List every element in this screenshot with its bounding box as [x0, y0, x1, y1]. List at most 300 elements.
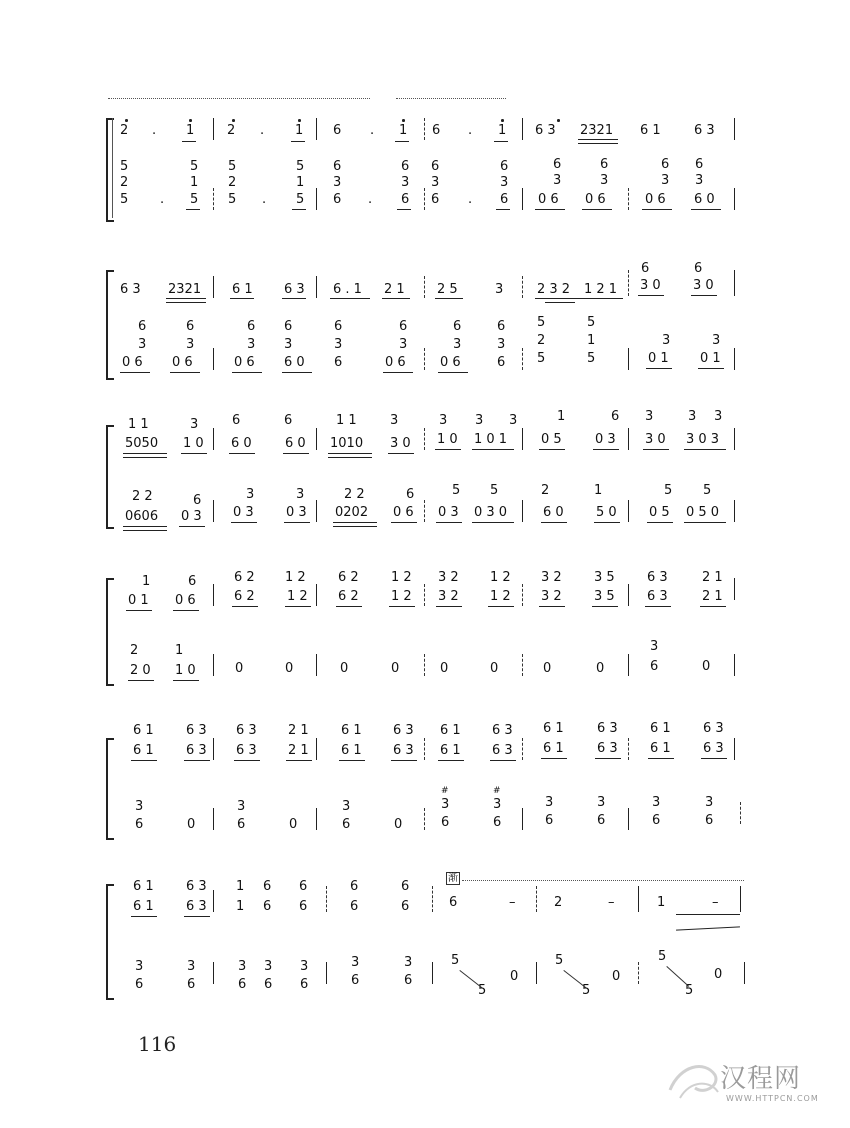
note: 3 — [497, 337, 506, 352]
note: 3 — [284, 337, 293, 352]
note: 6 3 — [703, 741, 724, 756]
note: 6 1 — [341, 723, 362, 738]
note: 6 0 — [231, 436, 252, 451]
note: 6 — [453, 319, 462, 334]
barline — [213, 654, 214, 676]
underline — [291, 141, 305, 142]
note: 3 — [334, 337, 343, 352]
underline — [181, 453, 207, 454]
note: 0606 — [125, 509, 159, 524]
underline — [283, 453, 309, 454]
note: 0 — [440, 661, 449, 676]
underline — [383, 372, 413, 373]
barline — [424, 808, 425, 830]
note: 6 — [186, 319, 195, 334]
barline — [628, 500, 629, 522]
note: 1 — [296, 175, 305, 190]
note: 0 6 — [122, 355, 143, 370]
system-brace — [106, 738, 114, 840]
note: 5 — [555, 953, 564, 968]
note: 1 — [594, 483, 603, 498]
note: 0 1 — [700, 351, 721, 366]
note: 0 — [714, 967, 723, 982]
note: 2 — [120, 175, 129, 190]
note: 5 0 — [596, 505, 617, 520]
underline — [494, 141, 508, 142]
note: 3 0 — [693, 278, 714, 293]
note: 3 2 — [541, 570, 562, 585]
note: 2 — [228, 175, 237, 190]
note: 3 — [138, 337, 147, 352]
underline — [684, 449, 726, 450]
underline — [645, 606, 671, 607]
barline — [316, 428, 317, 450]
note: 6 — [135, 817, 144, 832]
barline — [522, 808, 523, 830]
note: 6 0 — [543, 505, 564, 520]
note: . — [160, 192, 165, 207]
note: 1 2 — [391, 589, 412, 604]
barline — [213, 428, 214, 450]
note: 0 5 — [541, 432, 562, 447]
note: 2 1 — [288, 723, 309, 738]
underline — [691, 295, 717, 296]
note: 6 1 — [640, 123, 661, 138]
note: 3 — [186, 337, 195, 352]
note: 3 — [650, 639, 659, 654]
barline — [316, 584, 317, 606]
barline — [628, 428, 629, 450]
underline — [472, 522, 514, 523]
note: 0 6 — [234, 355, 255, 370]
note: 3 — [545, 795, 554, 810]
note: 6 3 — [647, 570, 668, 585]
note: 5 — [587, 351, 596, 366]
barline — [522, 276, 523, 298]
note: 0 1 — [648, 351, 669, 366]
note: 3 — [597, 795, 606, 810]
note: 3 — [495, 282, 504, 297]
note: 5 — [120, 159, 129, 174]
note: 3 — [401, 175, 410, 190]
page-number: 116 — [138, 1032, 177, 1056]
barline — [213, 962, 214, 984]
barline — [316, 500, 317, 522]
note: 6 1 — [543, 721, 564, 736]
underline — [336, 606, 362, 607]
note: 3 — [714, 409, 723, 424]
barline — [522, 348, 523, 370]
note: 6 — [500, 159, 509, 174]
note: 6 — [401, 899, 410, 914]
note: 6 — [493, 815, 502, 830]
note: 6 — [652, 813, 661, 828]
note: 6 1 — [133, 879, 154, 894]
underline — [438, 760, 464, 761]
underline — [535, 298, 623, 299]
note: 0 — [340, 661, 349, 676]
note: 3 — [237, 799, 246, 814]
note: 6 — [238, 977, 247, 992]
barline — [734, 348, 735, 370]
section-mark: 渐 — [448, 873, 458, 884]
note: 3 5 — [594, 589, 615, 604]
note: 5 — [490, 483, 499, 498]
underline — [286, 760, 312, 761]
underline — [184, 916, 210, 917]
note: 6 3 — [186, 879, 207, 894]
watermark-text: 汉程网 — [720, 1064, 802, 1094]
note: 6 — [694, 261, 703, 276]
note: 3 — [688, 409, 697, 424]
note: 2321 — [580, 123, 614, 138]
note: 3 — [247, 337, 256, 352]
underline — [126, 610, 152, 611]
underline — [328, 453, 372, 454]
note: 0 6 — [172, 355, 193, 370]
note: 3 — [475, 413, 484, 428]
barline — [213, 738, 214, 760]
note: 3 — [296, 487, 305, 502]
note: 6 — [641, 261, 650, 276]
note: 3 5 — [594, 570, 615, 585]
system-brace — [106, 425, 114, 529]
underline — [535, 209, 565, 210]
note: 1 — [557, 409, 566, 424]
dot — [189, 119, 192, 122]
note: 5 — [451, 953, 460, 968]
note: 6 — [705, 813, 714, 828]
note: 6 — [333, 159, 342, 174]
note: 5050 — [125, 436, 159, 451]
barline — [638, 886, 639, 912]
note: 6 — [232, 413, 241, 428]
note: 6 2 — [234, 570, 255, 585]
note: 6 — [406, 487, 415, 502]
underline — [382, 298, 410, 299]
note: 6 — [545, 813, 554, 828]
note: 6 1 — [543, 741, 564, 756]
note: 6 0 — [694, 192, 715, 207]
barline — [734, 578, 735, 600]
note: 6 — [188, 574, 197, 589]
note: 3 — [695, 173, 704, 188]
barline — [316, 118, 317, 140]
barline — [316, 654, 317, 676]
barline — [316, 808, 317, 830]
barline — [424, 584, 425, 606]
note: 3 — [441, 797, 450, 812]
note: 6 1 — [133, 899, 154, 914]
underline — [593, 449, 619, 450]
barline — [424, 738, 425, 760]
note: 3 — [652, 795, 661, 810]
note: – — [712, 895, 719, 910]
note: 3 — [600, 173, 609, 188]
note: 3 — [439, 413, 448, 428]
underline — [285, 606, 311, 607]
note: 2 2 — [344, 487, 365, 502]
underline — [391, 760, 417, 761]
barline — [522, 118, 523, 140]
note: 5 — [537, 315, 546, 330]
note: 0 — [394, 817, 403, 832]
note: 6 — [263, 899, 272, 914]
underline — [333, 526, 377, 527]
barline — [536, 962, 537, 984]
underline — [389, 606, 415, 607]
note: 1 — [190, 175, 199, 190]
underline — [230, 298, 254, 299]
dot — [232, 119, 235, 122]
note: 1 0 — [437, 432, 458, 447]
note: – — [608, 895, 615, 910]
watermark-url: WWW.HTTPCN.COM — [726, 1094, 819, 1103]
note: 0 3 — [595, 432, 616, 447]
note: 3 — [333, 175, 342, 190]
note: 1 — [236, 899, 245, 914]
underline — [388, 453, 414, 454]
underline — [698, 368, 724, 369]
glissando-line — [666, 966, 689, 987]
note: 6 3 — [703, 721, 724, 736]
underline — [173, 680, 199, 681]
note: 5 — [664, 483, 673, 498]
note: 1010 — [330, 436, 364, 451]
note: 2 — [537, 333, 546, 348]
underline — [123, 457, 167, 458]
underline — [545, 302, 575, 303]
barline — [432, 962, 433, 984]
note: 3 — [135, 959, 144, 974]
underline — [395, 141, 409, 142]
note: 5 — [478, 983, 487, 998]
underline — [234, 760, 260, 761]
note: 5 — [703, 483, 712, 498]
barline — [424, 654, 425, 676]
note: 6 — [431, 159, 440, 174]
note: 2 — [554, 895, 563, 910]
note: 6 3 — [597, 721, 618, 736]
note: 0 3 — [286, 505, 307, 520]
underline — [539, 606, 565, 607]
underline — [170, 372, 200, 373]
system-brace-inner — [112, 118, 113, 218]
note: 6 — [135, 977, 144, 992]
note: 2 0 — [130, 663, 151, 678]
glissando-line — [563, 970, 586, 988]
note: 3 — [404, 955, 413, 970]
note: 1 2 — [285, 570, 306, 585]
note: 3 — [190, 417, 199, 432]
note: 6 — [263, 879, 272, 894]
note: 6 1 — [440, 723, 461, 738]
barline — [424, 348, 425, 370]
note: 3 — [431, 175, 440, 190]
note: 5 — [228, 192, 237, 207]
note: 6 — [193, 493, 202, 508]
note: 3 — [500, 175, 509, 190]
note: 6 2 — [338, 589, 359, 604]
note: 6 — [600, 157, 609, 172]
barline — [213, 584, 214, 606]
underline — [592, 606, 618, 607]
note: 3 2 — [541, 589, 562, 604]
note: 0 — [490, 661, 499, 676]
note: 6 — [432, 123, 441, 138]
barline — [213, 890, 214, 912]
note: 1 — [657, 895, 666, 910]
note: 5 — [452, 483, 461, 498]
note: 1 0 1 — [474, 432, 508, 447]
underline — [131, 760, 157, 761]
barline — [522, 500, 523, 522]
note: 6 — [695, 157, 704, 172]
note: 1 2 — [490, 570, 511, 585]
underline — [391, 522, 417, 523]
underline — [231, 522, 257, 523]
note: 1 — [186, 123, 195, 138]
underline — [123, 530, 167, 531]
note: 3 — [246, 487, 255, 502]
note: 5 — [120, 192, 129, 207]
note: 6 3 — [186, 899, 207, 914]
note: . — [468, 192, 473, 207]
note: 1 1 — [336, 413, 357, 428]
note: 2 1 — [288, 743, 309, 758]
barline — [638, 962, 639, 984]
barline — [740, 802, 741, 824]
note: 1 — [399, 123, 408, 138]
barline — [628, 270, 629, 296]
note: 2 — [120, 123, 129, 138]
note: 0 6 — [440, 355, 461, 370]
note: 0 — [596, 661, 605, 676]
barline — [424, 276, 425, 298]
barline — [744, 962, 745, 984]
note: 1 — [295, 123, 304, 138]
note: 0 6 — [585, 192, 606, 207]
note: 6 — [449, 895, 458, 910]
barline — [734, 188, 735, 210]
note: 6 — [350, 899, 359, 914]
note: 6 — [441, 815, 450, 830]
note: 2 5 — [437, 282, 458, 297]
underline — [539, 449, 565, 450]
underline — [123, 453, 167, 454]
note: 2321 — [168, 282, 202, 297]
note: 6 — [299, 899, 308, 914]
underline — [328, 457, 372, 458]
note: 6 — [342, 817, 351, 832]
barline — [734, 118, 735, 140]
barline — [628, 348, 629, 370]
barline — [734, 428, 735, 450]
note: 3 — [553, 173, 562, 188]
note: 0 — [612, 969, 621, 984]
note: 6 3 — [393, 723, 414, 738]
underline — [578, 143, 618, 144]
note: 3 — [342, 799, 351, 814]
note: 0 — [235, 661, 244, 676]
note: 6 — [401, 159, 410, 174]
dot — [402, 119, 405, 122]
barline — [628, 654, 629, 676]
barline — [628, 738, 629, 760]
note: . — [260, 123, 265, 138]
underline — [701, 758, 727, 759]
barline — [213, 276, 214, 298]
note: 0 6 — [175, 593, 196, 608]
note: 1 2 — [391, 570, 412, 585]
underline — [472, 449, 514, 450]
note: 6 1 — [440, 743, 461, 758]
underline — [594, 522, 620, 523]
note: 3 0 3 — [686, 432, 720, 447]
note: 6 — [401, 192, 410, 207]
note: 3 — [300, 959, 309, 974]
note: 1 — [175, 643, 184, 658]
note: 0 3 — [233, 505, 254, 520]
barline — [628, 808, 629, 830]
note: 3 — [509, 413, 518, 428]
note: 3 0 — [390, 436, 411, 451]
note: 3 — [645, 409, 654, 424]
underline — [282, 372, 312, 373]
dot — [501, 119, 504, 122]
note: . — [152, 123, 157, 138]
note: 6 — [300, 977, 309, 992]
note: 0202 — [335, 505, 369, 520]
note: 2 — [541, 483, 550, 498]
note: 6 2 — [338, 570, 359, 585]
barline — [522, 188, 523, 210]
note: 3 — [135, 799, 144, 814]
note: 3 2 — [438, 570, 459, 585]
barline — [213, 500, 214, 522]
note: 2 1 — [702, 570, 723, 585]
note: 5 — [296, 159, 305, 174]
note: 3 0 — [640, 278, 661, 293]
barline — [522, 428, 523, 450]
note: 6 — [497, 319, 506, 334]
underline — [173, 610, 199, 611]
underline — [330, 298, 370, 299]
note: 5 — [587, 315, 596, 330]
note: 6 — [299, 879, 308, 894]
note: 6 — [404, 973, 413, 988]
underline — [186, 209, 200, 210]
note: 6 0 — [285, 436, 306, 451]
glissando-line — [459, 970, 482, 988]
note: 6 3 — [186, 723, 207, 738]
note: 2 1 — [384, 282, 405, 297]
note: 0 5 — [649, 505, 670, 520]
underline — [232, 606, 258, 607]
note: 0 3 0 — [474, 505, 508, 520]
note: 0 5 0 — [686, 505, 720, 520]
note: 3 — [662, 333, 671, 348]
note: 6 1 — [341, 743, 362, 758]
underline — [292, 209, 306, 210]
note: 5 — [190, 159, 199, 174]
note: 3 — [238, 959, 247, 974]
tremolo-mark: # — [441, 786, 449, 796]
note: 6 — [187, 977, 196, 992]
note: 6 — [333, 123, 342, 138]
note: 6 — [597, 813, 606, 828]
underline — [229, 453, 255, 454]
